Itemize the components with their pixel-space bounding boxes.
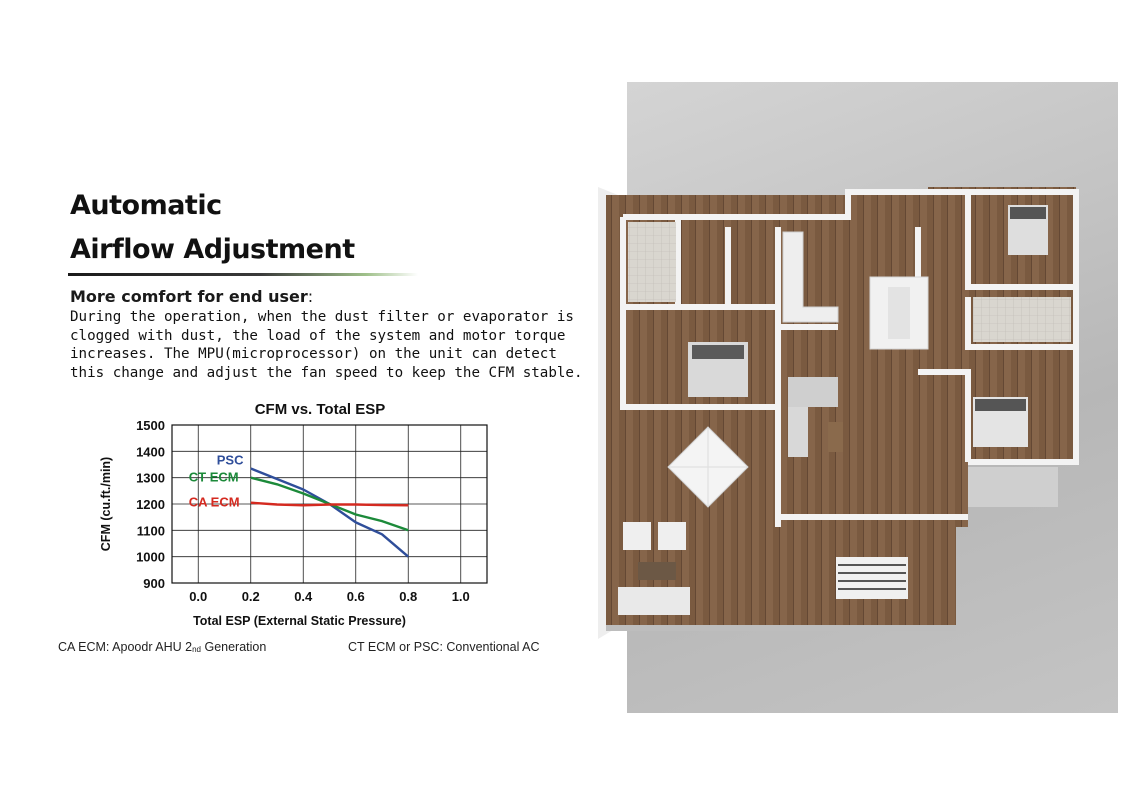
page-title bbox=[70, 184, 355, 272]
chart-title: CFM vs. Total ESP bbox=[254, 401, 386, 418]
y-tick-label: 1100 bbox=[136, 523, 165, 539]
y-tick-label: 900 bbox=[143, 576, 165, 591]
y-tick-label: 1400 bbox=[136, 444, 165, 460]
x-tick-label: 1.0 bbox=[451, 589, 470, 604]
x-tick-label: 0.4 bbox=[294, 589, 313, 604]
x-tick-label: 0.6 bbox=[346, 589, 365, 604]
description-paragraph bbox=[70, 308, 590, 382]
description-line: increases. The MPU(microprocessor) on the unit can detect bbox=[70, 346, 557, 363]
note-ct-ecm-psc: CT ECM or PSC: Conventional AC bbox=[348, 640, 540, 654]
chart-series bbox=[251, 469, 408, 557]
description-line: this change and adjust the fan speed to keep the CFM stable. bbox=[70, 364, 583, 381]
x-tick-label: 0.8 bbox=[399, 589, 418, 604]
subheading-colon: : bbox=[307, 287, 314, 306]
title-line-1: Automatic bbox=[70, 190, 222, 221]
x-axis-ticks bbox=[189, 589, 470, 604]
note-ca-ecm-text: CA ECM: Apoodr AHU 2 bbox=[58, 640, 193, 654]
x-axis-label: Total ESP (External Static Pressure) bbox=[193, 614, 406, 628]
floor-plan-image bbox=[598, 187, 1080, 639]
y-tick-label: 1000 bbox=[136, 549, 165, 565]
subheading bbox=[70, 287, 313, 306]
title-line-2: Airflow Adjustment bbox=[70, 234, 355, 265]
description-line: During the operation, when the dust filter or evaporator is bbox=[70, 309, 574, 325]
note-ca-ecm bbox=[58, 640, 266, 654]
cfm-vs-esp-chart bbox=[90, 392, 510, 637]
series-label: CT ECM bbox=[188, 469, 239, 485]
y-tick-label: 1300 bbox=[136, 470, 165, 486]
note-ca-ecm-suffix: Generation bbox=[201, 640, 267, 654]
series-label: CA ECM bbox=[188, 494, 240, 510]
series-label: PSC bbox=[216, 452, 244, 468]
x-tick-label: 0.2 bbox=[241, 589, 260, 604]
y-axis-ticks bbox=[136, 418, 165, 591]
note-ca-ecm-superscript: nd bbox=[192, 645, 201, 654]
title-underline bbox=[68, 273, 418, 276]
series-line-psc bbox=[251, 469, 408, 557]
y-tick-label: 1500 bbox=[136, 418, 165, 433]
description-line: clogged with dust, the load of the system and motor torque bbox=[70, 327, 566, 344]
series-labels bbox=[189, 452, 244, 509]
subheading-text: More comfort for end user bbox=[70, 287, 308, 306]
x-tick-label: 0.0 bbox=[189, 589, 208, 604]
y-tick-label: 1200 bbox=[136, 497, 165, 512]
y-axis-label: CFM (cu.ft./min) bbox=[99, 456, 113, 552]
